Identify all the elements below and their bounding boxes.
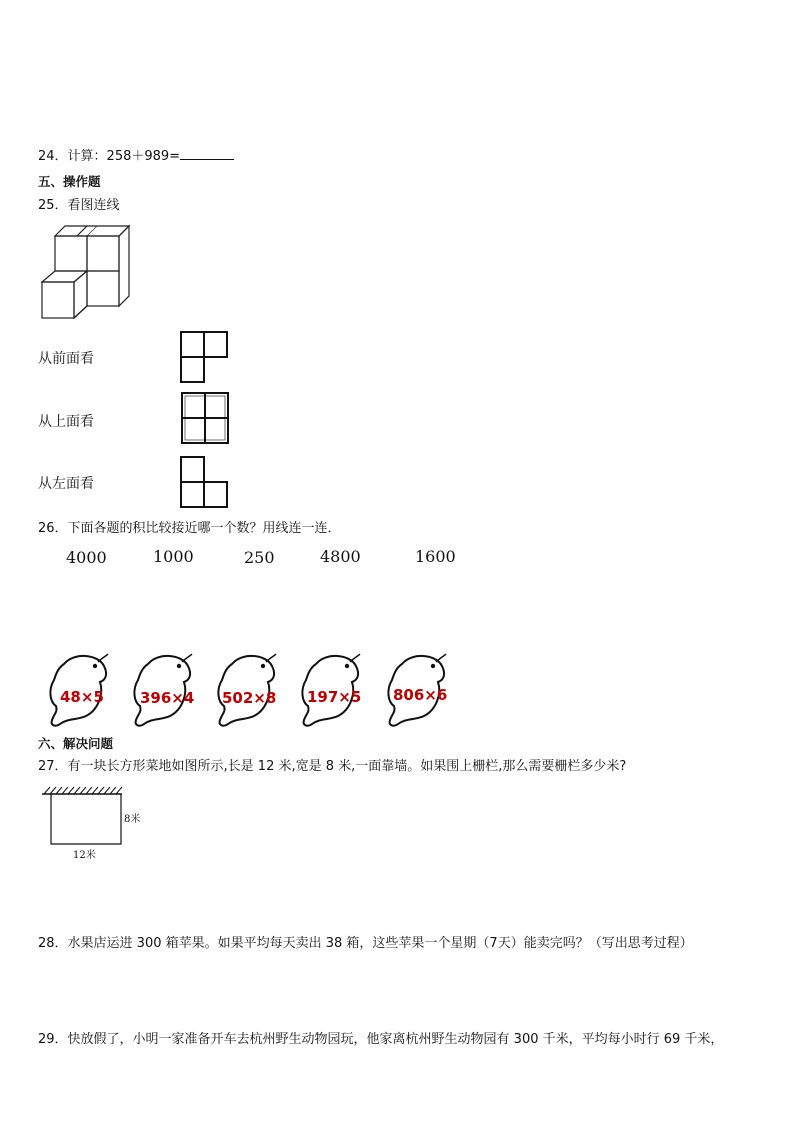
target-number: 1600	[415, 547, 456, 566]
view-shape-c	[180, 456, 228, 508]
target-number: 250	[244, 548, 275, 567]
question-24	[38, 147, 234, 165]
view-label-left: 从左面看	[38, 476, 94, 492]
question-27-text: 27．有一块长方形菜地如图所示,长是 12 米,宽是 8 米,一面靠墙。如果围上栅栏,那么需要栅栏多少米?	[38, 759, 627, 774]
cube-stack-figure	[38, 224, 134, 320]
view-label-front: 从前面看	[38, 351, 94, 367]
question-26-text: 26．下面各题的积比较接近哪一个数？用线连一连．	[38, 521, 341, 536]
width-label: 8米	[124, 814, 141, 825]
view-shape-b	[181, 392, 229, 444]
section-6-heading: 六、解决问题	[38, 736, 114, 751]
question-29-text: 29．快放假了，小明一家准备开车去杭州野生动物园玩，他家离杭州野生动物园有 300 千米，平均每小时行 69 千米，	[38, 1032, 724, 1047]
question-24-text: 24．计算：258＋989=	[38, 149, 181, 164]
expression-label: 806×6	[393, 686, 448, 704]
target-number: 4800	[320, 547, 361, 566]
question-25-text: 25．看图连线	[38, 198, 120, 213]
view-label-top: 从上面看	[38, 414, 94, 430]
length-label: 12米	[73, 850, 96, 861]
target-number: 4000	[66, 548, 107, 567]
answer-blank[interactable]	[180, 147, 234, 160]
expression-label: 502×8	[222, 689, 277, 707]
target-number: 1000	[153, 547, 194, 566]
expression-label: 197×5	[307, 688, 362, 706]
section-5-heading: 五、操作题	[38, 174, 101, 189]
expression-label: 396×4	[140, 689, 195, 707]
expression-label: 48×5	[60, 688, 104, 706]
question-28-text: 28．水果店运进 300 箱苹果。如果平均每天卖出 38 箱，这些苹果一个星期（7天）能卖完吗？（写出思考过程）	[38, 936, 693, 951]
view-shape-a	[180, 331, 228, 383]
